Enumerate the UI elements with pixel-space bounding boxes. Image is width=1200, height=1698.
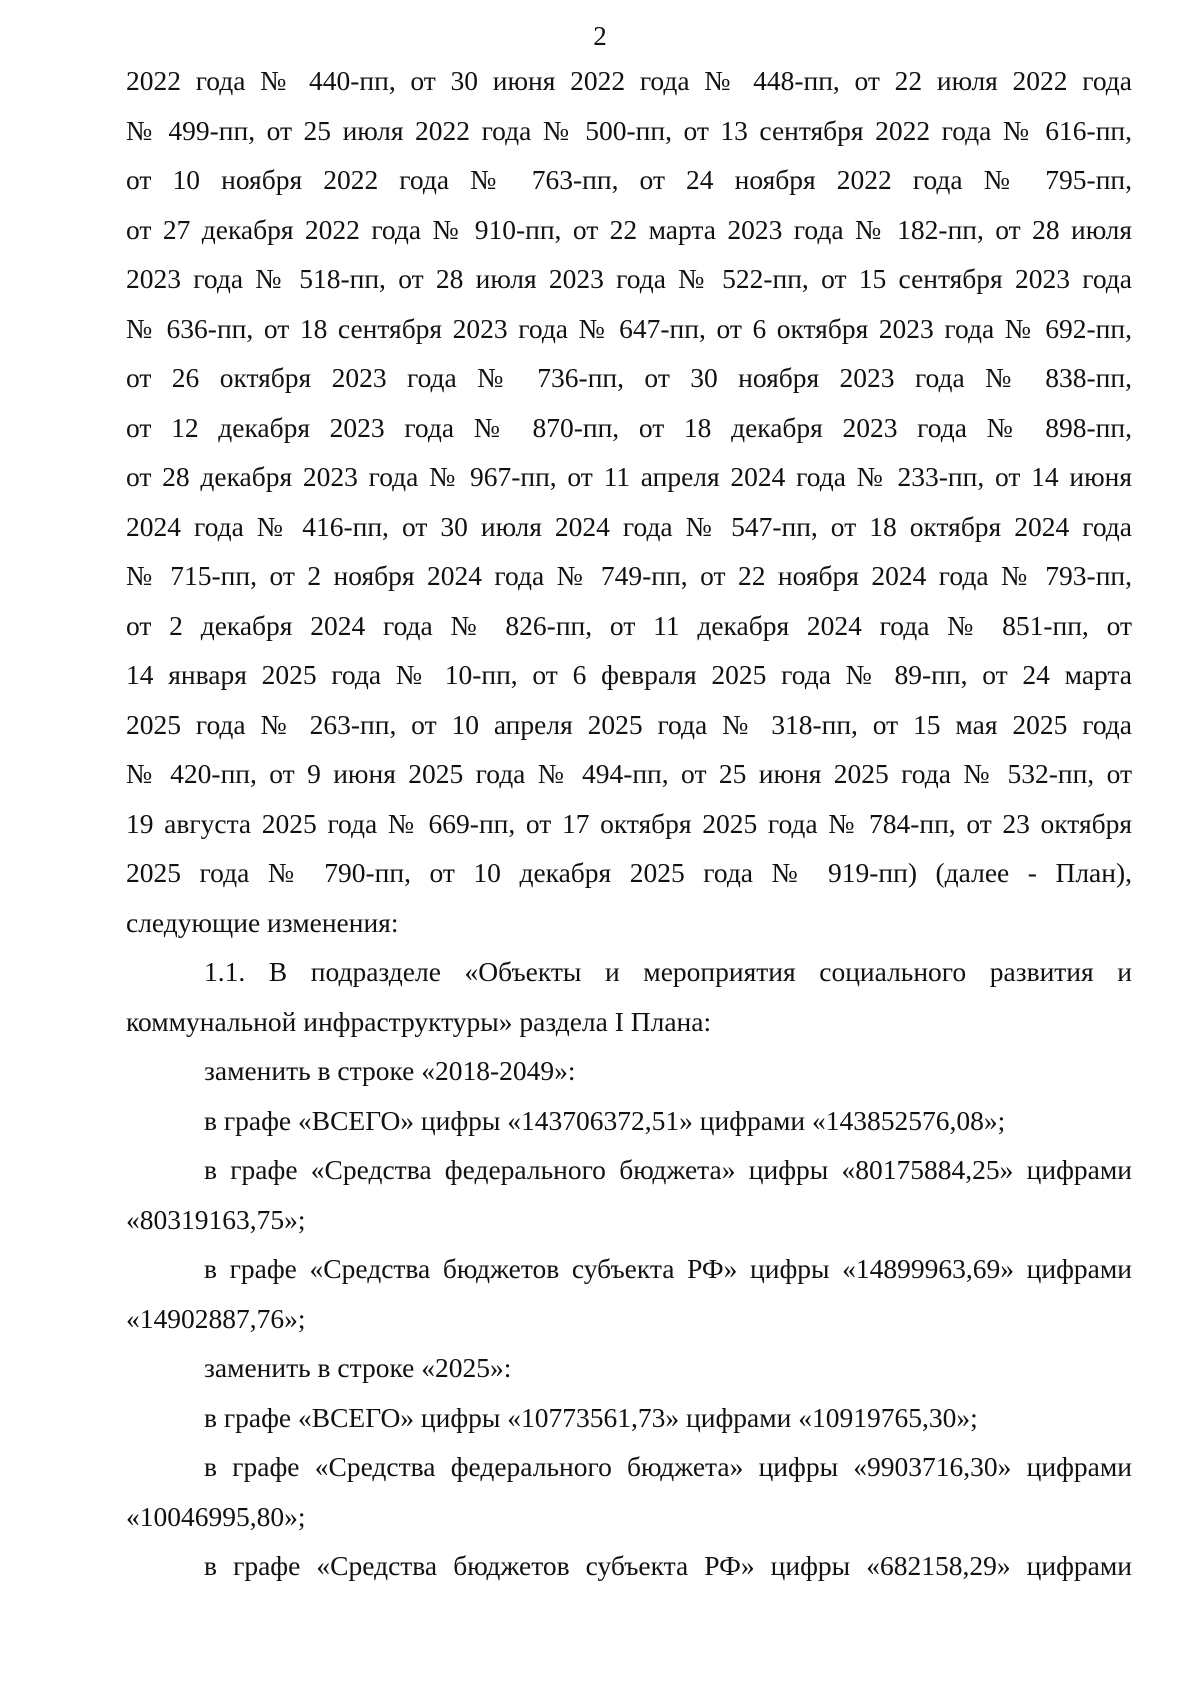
text-line: № 420-пп, от 9 июня 2025 года № 494-пп, от 25 июня 2025 года № 532-пп, от (126, 758, 1132, 789)
text-line: 1.1. В подразделе «Объекты и мероприятия социального развития и (204, 956, 1132, 987)
text-line: 14 января 2025 года № 10-пп, от 6 февраля 2025 года № 89-пп, от 24 марта (126, 659, 1132, 690)
text-line: 2023 года № 518-пп, от 28 июля 2023 года № 522-пп, от 15 сентября 2023 года (126, 263, 1132, 294)
text-line: от 28 декабря 2023 года № 967-пп, от 11 апреля 2024 года № 233-пп, от 14 июня (126, 461, 1132, 492)
text-line: 2022 года № 440-пп, от 30 июня 2022 года № 448-пп, от 22 июля 2022 года (126, 65, 1132, 96)
text-line: в графе «Средства федерального бюджета» цифры «9903716,30» цифрами (204, 1451, 1132, 1482)
text-line: заменить в строке «2018-2049»: (204, 1055, 576, 1086)
text-line: от 27 декабря 2022 года № 910-пп, от 22 марта 2023 года № 182-пп, от 28 июля (126, 213, 1132, 245)
text-line: следующие изменения: (126, 906, 399, 938)
text-line: № 636-пп, от 18 сентября 2023 года № 647-пп, от 6 октября 2023 года № 692-пп, (126, 312, 1132, 344)
text-line: в графе «ВСЕГО» цифры «143706372,51» цифрами «143852576,08»; (204, 1104, 1006, 1136)
text-line: № 715-пп, от 2 ноября 2024 года № 749-пп, от 22 ноября 2024 года № 793-пп, (126, 560, 1132, 591)
text-line: 2025 года № 263-пп, от 10 апреля 2025 года № 318-пп, от 15 мая 2025 года (126, 708, 1132, 740)
page-number: 2 (593, 21, 607, 51)
text-line: коммунальной инфраструктуры» раздела I Плана: (126, 1005, 712, 1037)
text-line: от 2 декабря 2024 года № 826-пп, от 11 декабря 2024 года № 851-пп, от (126, 609, 1132, 641)
text-line: в графе «ВСЕГО» цифры «10773561,73» цифрами «10919765,30»; (204, 1401, 978, 1433)
text-line: «80319163,75»; (126, 1203, 306, 1235)
text-line: 2025 года № 790-пп, от 10 декабря 2025 года № 919-пп) (далее - План), (126, 857, 1132, 888)
text-line: № 499-пп, от 25 июля 2022 года № 500-пп, от 13 сентября 2022 года № 616-пп, (126, 114, 1132, 146)
text-line: заменить в строке «2025»: (204, 1352, 512, 1383)
text-line: 19 августа 2025 года № 669-пп, от 17 октября 2025 года № 784-пп, от 23 октября (126, 807, 1132, 839)
text-line: в графе «Средства бюджетов субъекта РФ» цифры «14899963,69» цифрами (204, 1253, 1132, 1284)
text-line: от 12 декабря 2023 года № 870-пп, от 18 декабря 2023 года № 898-пп, (126, 411, 1132, 443)
text-line: от 26 октября 2023 года № 736-пп, от 30 ноября 2023 года № 838-пп, (126, 362, 1132, 393)
text-line: в графе «Средства федерального бюджета» цифры «80175884,25» цифрами (204, 1154, 1132, 1185)
text-line: в графе «Средства бюджетов субъекта РФ» цифры «682158,29» цифрами (204, 1550, 1132, 1581)
text-line: 2024 года № 416-пп, от 30 июля 2024 года № 547-пп, от 18 октября 2024 года (126, 510, 1132, 542)
text-line: «10046995,80»; (126, 1500, 306, 1532)
text-line: от 10 ноября 2022 года № 763-пп, от 24 ноября 2022 года № 795-пп, (126, 164, 1132, 195)
document-body (126, 56, 1132, 1591)
text-line: «14902887,76»; (126, 1302, 306, 1334)
